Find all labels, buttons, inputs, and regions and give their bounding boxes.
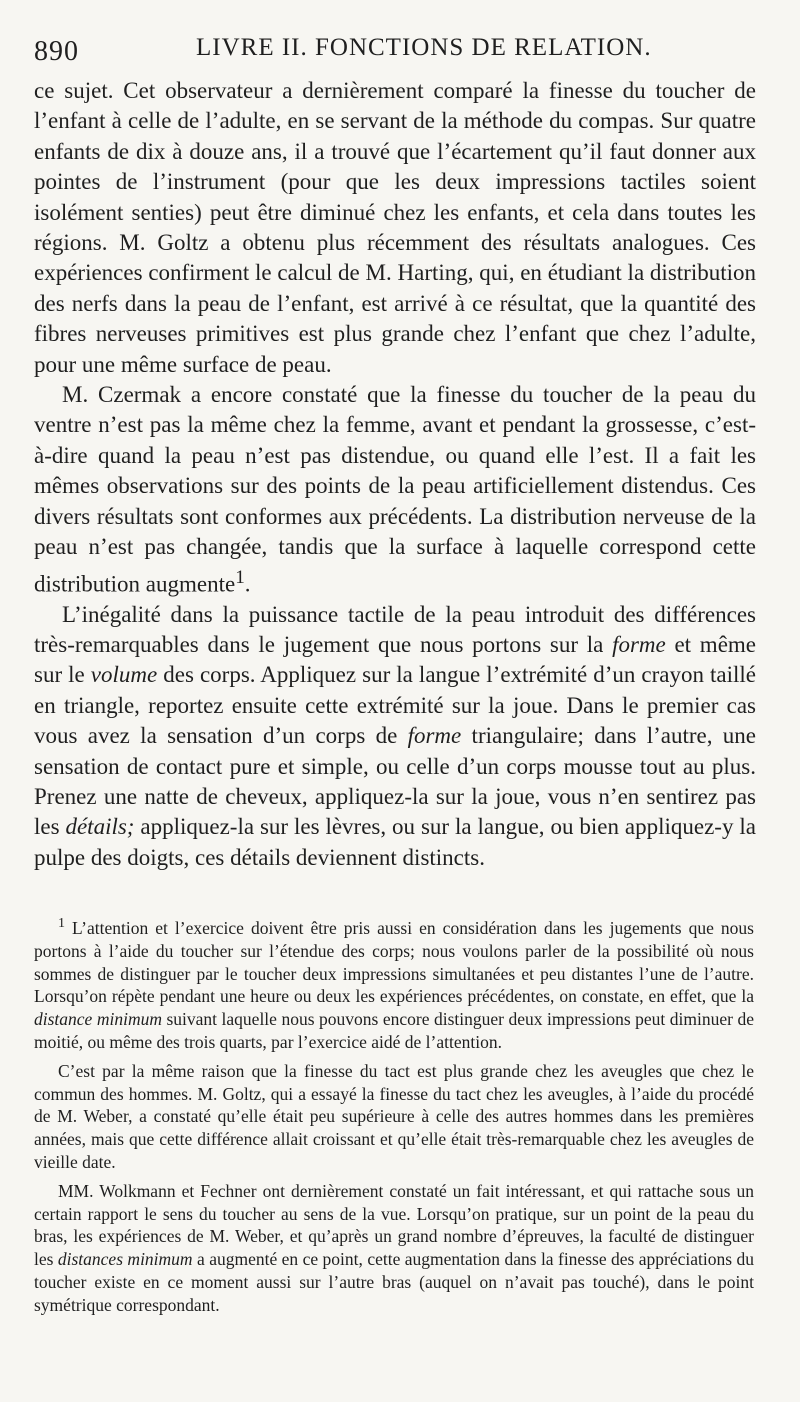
footnote-3-part-b: a augmenté en ce point, cette augmentation dans la finesse des appréciations du toucher existe en ce moment aussi sur l’autre bras (auquel on n’avait pas touché), dans le point symétrique correspondant. — [34, 1249, 754, 1315]
italic-details: détails; — [65, 814, 135, 840]
page-number: 890 — [34, 36, 79, 67]
paragraph-2: M. Czermak a encore constaté que la finesse du toucher de la peau du ventre n’est pas la même chez la femme, avant et pendant la grossesse, c’est-à-dire quand la peau n’est pas distendue, ou quand elle l’est. Il a fait les mêmes observations sur des points de la peau artificiellement distendus. Ces divers résultats sont conformes aux précédents. La distribution nerveuse de la peau n’est pas changée, tandis que la surface à laquelle correspond cette distribution augmente$^1$. — [34, 382, 756, 597]
paragraph-3-part-c: des corps. Appliquez sur la langue l’extrémité d’un crayon taillé en triangle, reportez ensuite cette extrémité sur la joue. Dans le premier cas vous avez la sensation d’un corps de — [34, 662, 756, 749]
footnote-paragraph-2: C’est par la même raison que la finesse du tact est plus grande chez les aveugles que chez le commun des hommes. M. Goltz, qui a essayé la finesse du tact chez les aveugles, à l’aide du procédé de M. Weber, a constaté qu’elle était peu supérieure à celle des autres hommes dans les premières années, mais que cette différence allait croissant et qu’elle était très-remarquable chez les aveugles de vieille date. — [34, 1060, 754, 1173]
paragraph-3-part-a: L’inégalité dans la puissance tactile de la peau introduit des différences très-remarquables dans le jugement que nous portons sur la — [34, 601, 756, 657]
footnote-1 — [34, 913, 754, 1054]
footnote-1-part-b: suivant laquelle nous pouvons encore distinguer deux impressions peut diminuer de moitié, ou même des trois quarts, par l’exercice aidé de l’attention. — [34, 1009, 754, 1053]
italic-forme: forme — [612, 631, 666, 657]
paragraph-2-text: M. Czermak a encore constaté que la finesse du toucher de la peau du ventre n’est pas la même chez la femme, avant et pendant la grossesse, c’est-à-dire quand la peau n’est pas distendue, ou quand elle l’est. Il a fait les mêmes observations sur des points de la peau artificiellement distendus. Ces divers résultats sont conformes aux précédents. La distribution nerveuse de la peau n’est pas changée, tandis que la surface à laquelle correspond cette distribution augmente — [34, 382, 756, 597]
footnote-paragraph-3 — [34, 1180, 754, 1317]
italic-volume: volume — [90, 662, 158, 688]
page-header — [34, 18, 756, 80]
paragraph-3 — [34, 600, 756, 874]
main-text — [34, 76, 756, 873]
italic-forme-2: forme — [407, 723, 462, 749]
paragraph-3-part-b: et même sur le — [34, 631, 756, 688]
footnote-marker: 1 — [58, 916, 65, 932]
footnote-1-part-a: L’attention et l’exercice doivent être pris aussi en considération dans les jugements que nous portons à l’aide du toucher sur l’étendue des corps; nous voulons parler de la possibilité où nous sommes de distinguer par le toucher deux impressions simultanées et peu distantes l’une de l’autre. Lorsqu’on répète pendant une heure ou deux les expériences précédentes, on constate, en effet, que la — [34, 918, 754, 1007]
italic-distance-minimum: distance minimum — [34, 1009, 162, 1030]
paragraph-3-part-e: appliquez-la sur les lèvres, ou sur la langue, ou bien appliquez-y la pulpe des doigts, ces détails deviennent distincts. — [34, 814, 756, 870]
paragraph-3-part-d: triangulaire; dans l’autre, une sensation de contact pure et simple, ou celle d’un corps mousse tout au plus. Prenez une natte de cheveux, appliquez-la sur la joue, vous n’en sentirez pas les — [34, 723, 756, 840]
footnote-3-part-a: MM. Wolkmann et Fechner ont dernièrement constaté un fait intéressant, et qui rattache sous un certain rapport le sens du toucher au sens de la vue. Lorsqu’on pratique, sur un point de la peau du bras, les expériences de M. Weber, et qu’après un grand nombre d’épreuves, la faculté de distinguer les — [34, 1180, 754, 1270]
running-title: LIVRE II. FONCTIONS DE RELATION. — [196, 34, 652, 61]
italic-distances-minimum: distances minimum — [57, 1249, 193, 1270]
paragraph-1: ce sujet. Cet observateur a dernièrement comparé la finesse du toucher de l’enfant à celle de l’adulte, en se servant de la méthode du compas. Sur quatre enfants de dix à douze ans, il a trouvé que l’écartement qu’il faut donner aux pointes de l’instrument (pour que les deux impressions tactiles soient isolément senties) peut être diminué chez les enfants, et cela dans toutes les régions. M. Goltz a obtenu plus récemment des résultats analogues. Ces expériences confirment le calcul de M. Harting, qui, en étudiant la distribution des nerfs dans la peau de l’enfant, est arrivé à ce résultat, que la quantité des fibres nerveuses primitives est plus grande chez l’enfant que chez l’adulte, pour une même surface de peau. — [34, 78, 756, 377]
footnote-reference: 1 — [235, 566, 245, 588]
footnotes — [34, 913, 756, 1316]
